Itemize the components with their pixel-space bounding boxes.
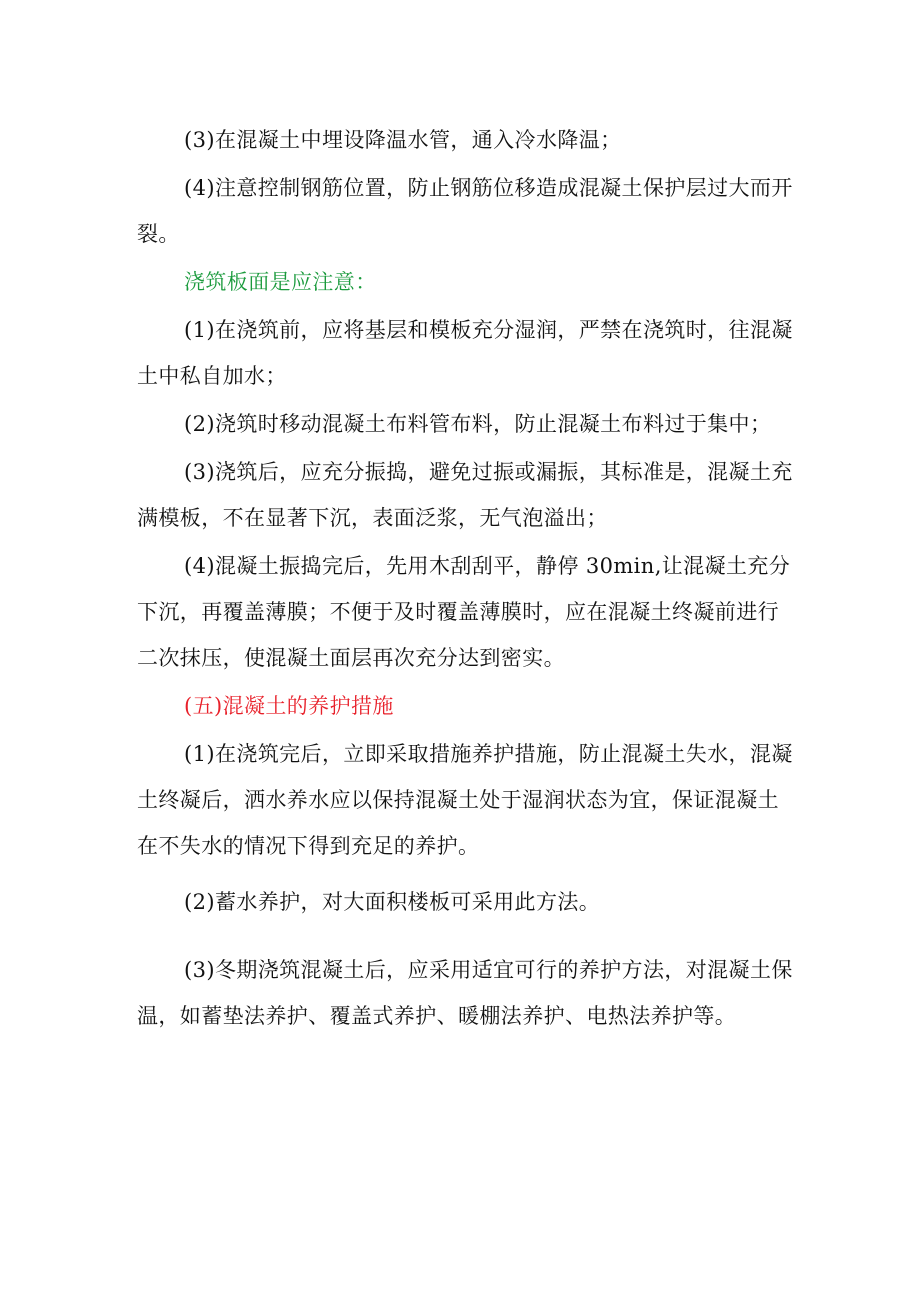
section-heading-curing: (五)混凝土的养护措施 bbox=[184, 694, 394, 718]
paragraph-leveling: (4)混凝土振捣完后，先用木刮刮平，静停 30min,让混凝土充分下沉，再覆盖薄膜；不便于及时覆盖薄膜时，应在混凝土终凝前进行二次抹压，使混凝土面层再次充分达到密实。 bbox=[137, 554, 791, 670]
paragraph-water-curing: (2)蓄水养护，对大面积楼板可采用此方法。 bbox=[184, 890, 601, 914]
paragraph-curing-immediate: (1)在浇筑完后，立即采取措施养护措施，防止混凝土失水，混凝土终凝后，洒水养水应以保持混凝土处于湿润状态为宜，保证混凝土在不失水的情况下得到充足的养护。 bbox=[137, 742, 793, 858]
paragraph-cooling-pipes: (3)在混凝土中埋设降温水管，通入冷水降温； bbox=[184, 128, 622, 152]
paragraph-winter-curing: (3)冬期浇筑混凝土后，应采用适宜可行的养护方法，对混凝土保温，如蓄垫法养护、覆盖式养护、暖棚法养护、电热法养护等。 bbox=[137, 958, 793, 1028]
section-heading-slab-pouring: 浇筑板面是应注意： bbox=[184, 270, 377, 294]
paragraph-vibration: (3)浇筑后，应充分振捣，避免过振或漏振，其标准是，混凝土充满模板，不在显著下沉，表面泛浆，无气泡溢出； bbox=[137, 460, 793, 530]
paragraph-pre-pour-wetting: (1)在浇筑前，应将基层和模板充分湿润，严禁在浇筑时，往混凝土中私自加水； bbox=[137, 318, 793, 388]
document-body bbox=[137, 117, 797, 1039]
paragraph-rebar-position: (4)注意控制钢筋位置，防止钢筋位移造成混凝土保护层过大而开裂。 bbox=[137, 176, 793, 246]
paragraph-pipe-distribution: (2)浇筑时移动混凝土布料管布料，防止混凝土布料过于集中； bbox=[184, 412, 772, 436]
